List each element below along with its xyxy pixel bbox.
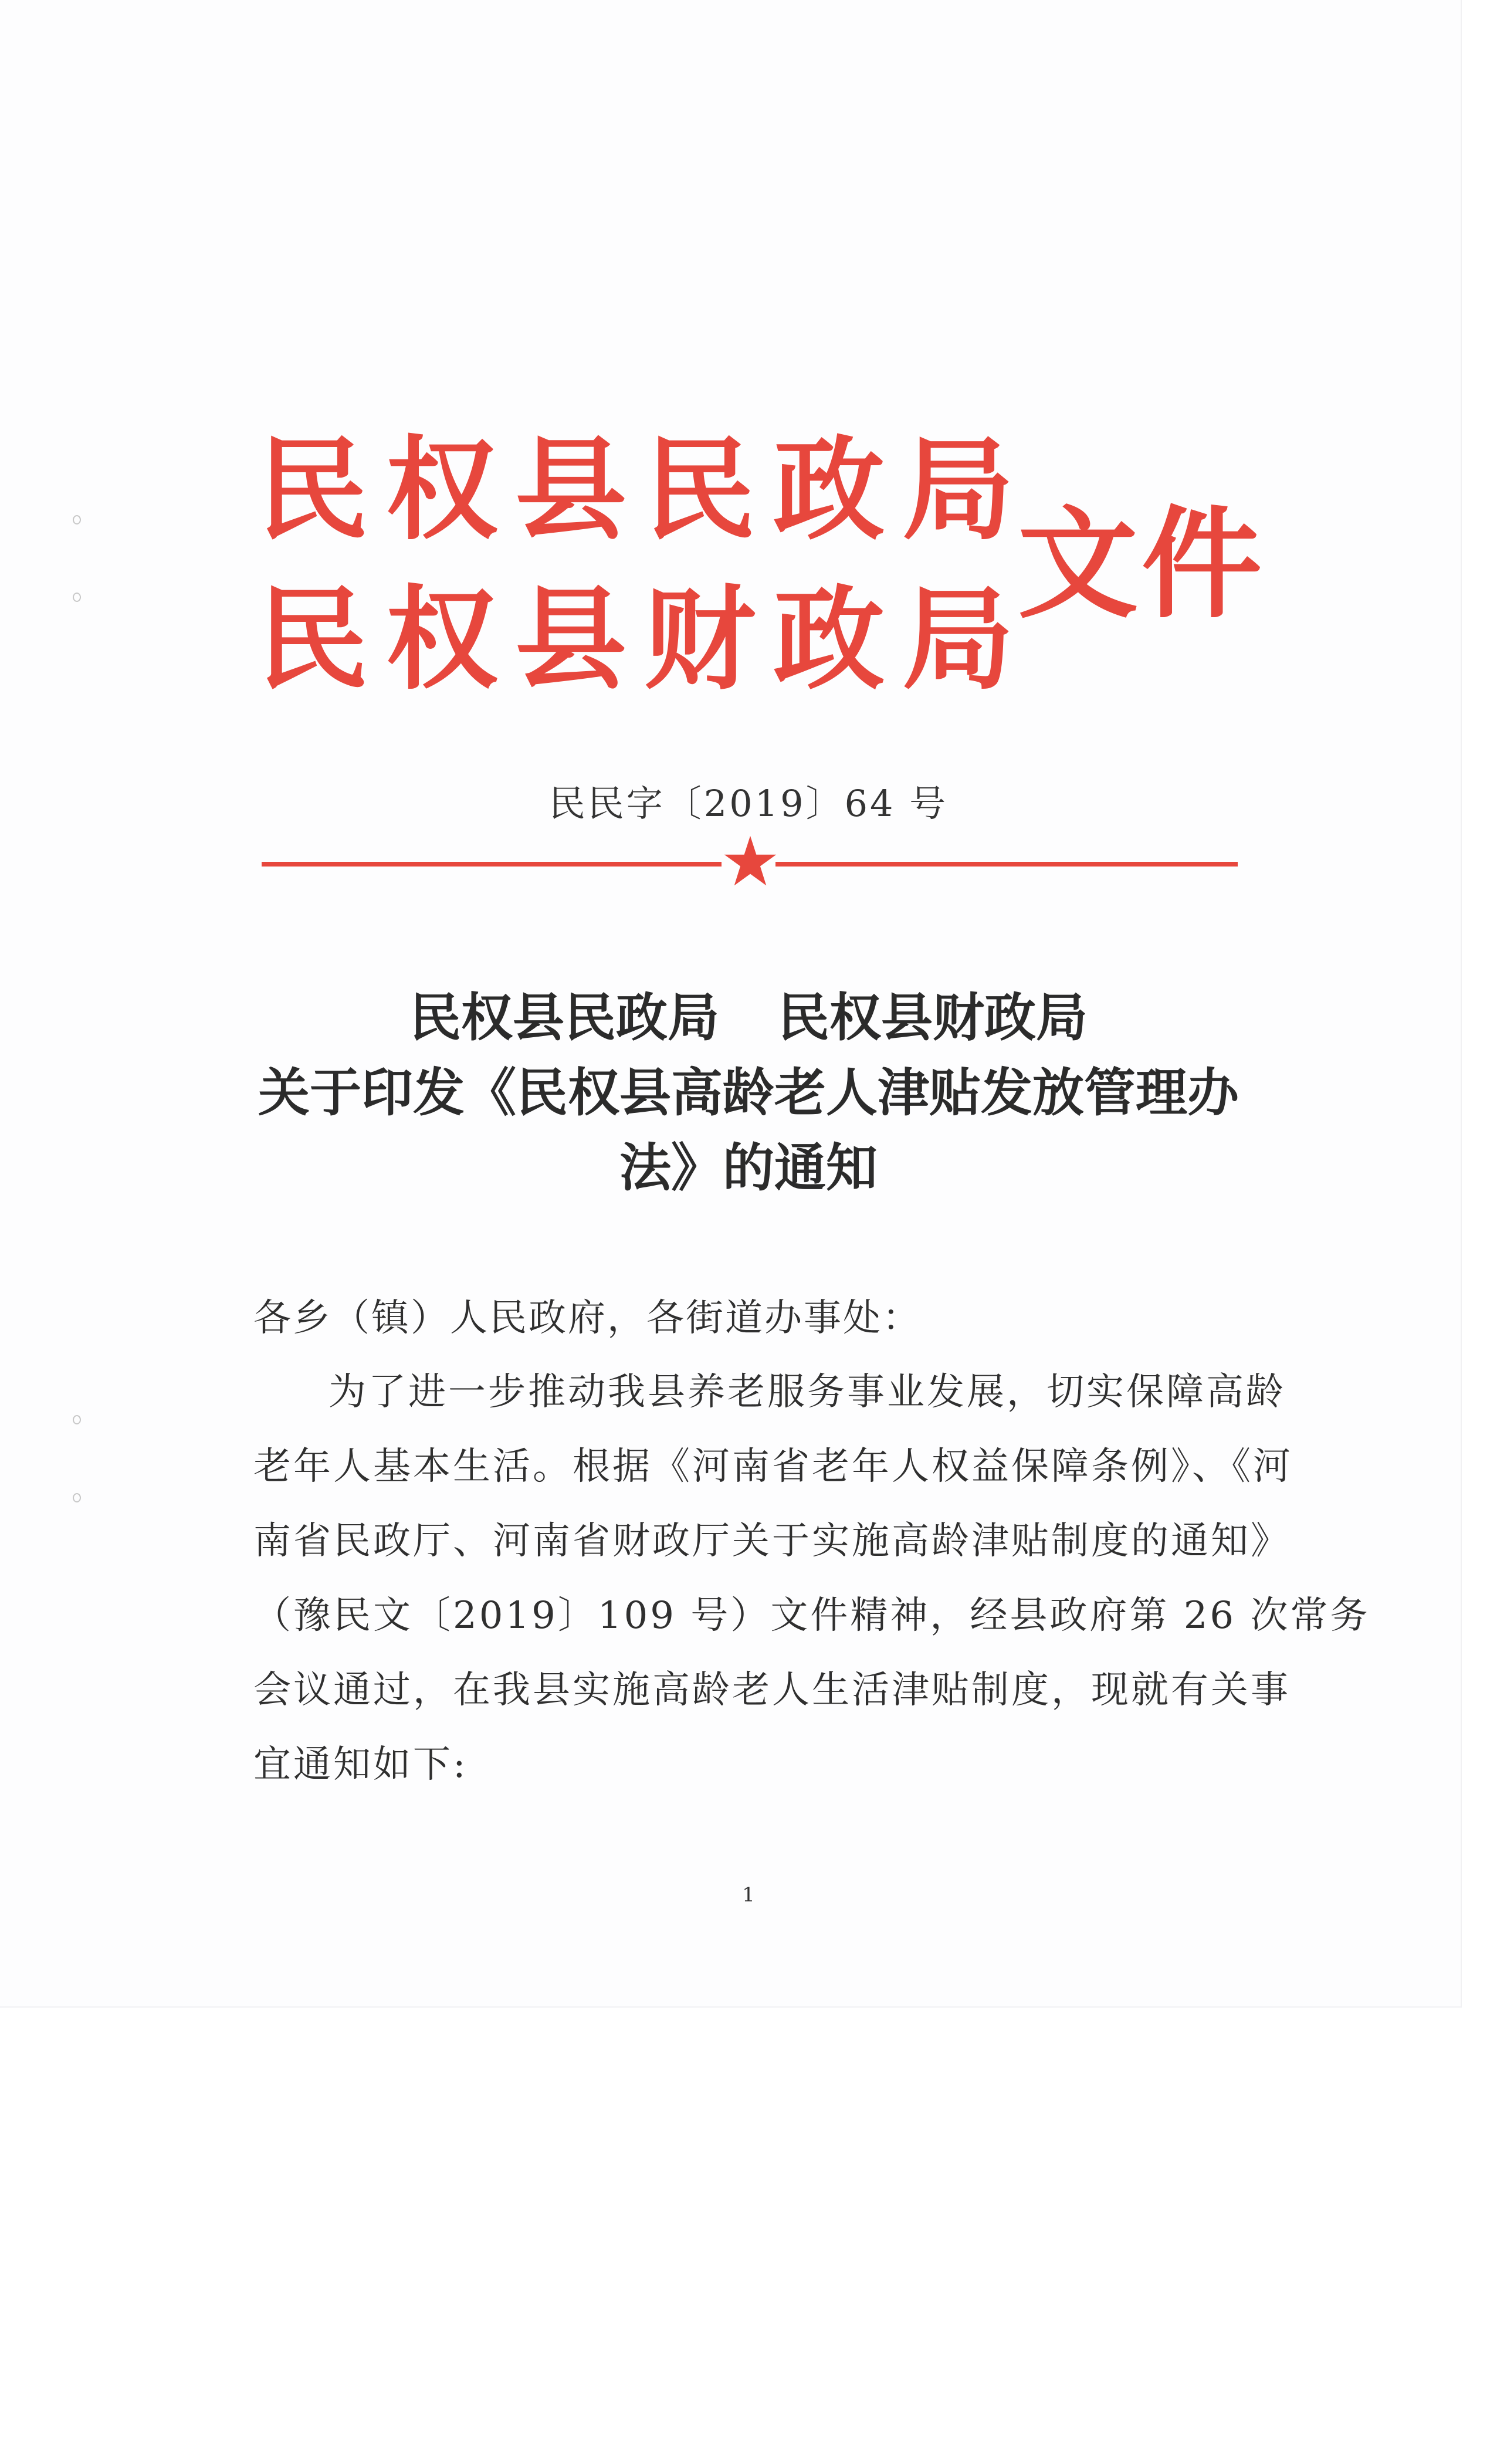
binding-hole-mark: [73, 1493, 81, 1502]
red-separator-right: [775, 862, 1238, 867]
red-star-icon: [723, 834, 778, 889]
binding-hole-mark: [73, 515, 81, 524]
notice-title-agencies: [0, 977, 1497, 1051]
paragraph-line: （豫民文〔2019〕109 号）文件精神，经县政府第 26 次常务: [253, 1594, 1370, 1637]
paragraph-line: 为了进一步推动我县养老服务事业发展，切实保障高龄: [328, 1370, 1286, 1414]
document-number: 民民字〔2019〕64 号: [548, 782, 949, 825]
paragraph-line: 宜通知如下:: [253, 1743, 468, 1786]
notice-title-agency-2: 民权县财政局: [778, 987, 1088, 1048]
notice-title-agency-1: 民权县民政局: [409, 987, 719, 1048]
issuing-agency-finance: 民权县财政局: [257, 574, 1032, 705]
notice-title-line-3: 法》的通知: [619, 1138, 878, 1198]
issuing-agency-civil-affairs: 民权县民政局: [257, 424, 1032, 555]
binding-hole-mark: [73, 593, 81, 602]
salutation: 各乡（镇）人民政府，各街道办事处：: [253, 1297, 922, 1340]
page-number: 1: [742, 1883, 755, 1907]
paragraph-line: 南省民政厅、河南省财政厅关于实施高龄津贴制度的通知》: [253, 1519, 1291, 1563]
document-type-label: 文件: [1018, 494, 1265, 635]
paragraph-line: 会议通过，在我县实施高龄老人生活津贴制度，现就有关事: [253, 1668, 1291, 1712]
binding-hole-mark: [73, 1415, 81, 1424]
paragraph-line: 老年人基本生活。根据《河南省老年人权益保障条例》、《河: [253, 1445, 1293, 1488]
red-separator-left: [262, 862, 722, 867]
notice-title-line-2: 关于印发《民权县高龄老人津贴发放管理办: [258, 1062, 1239, 1123]
